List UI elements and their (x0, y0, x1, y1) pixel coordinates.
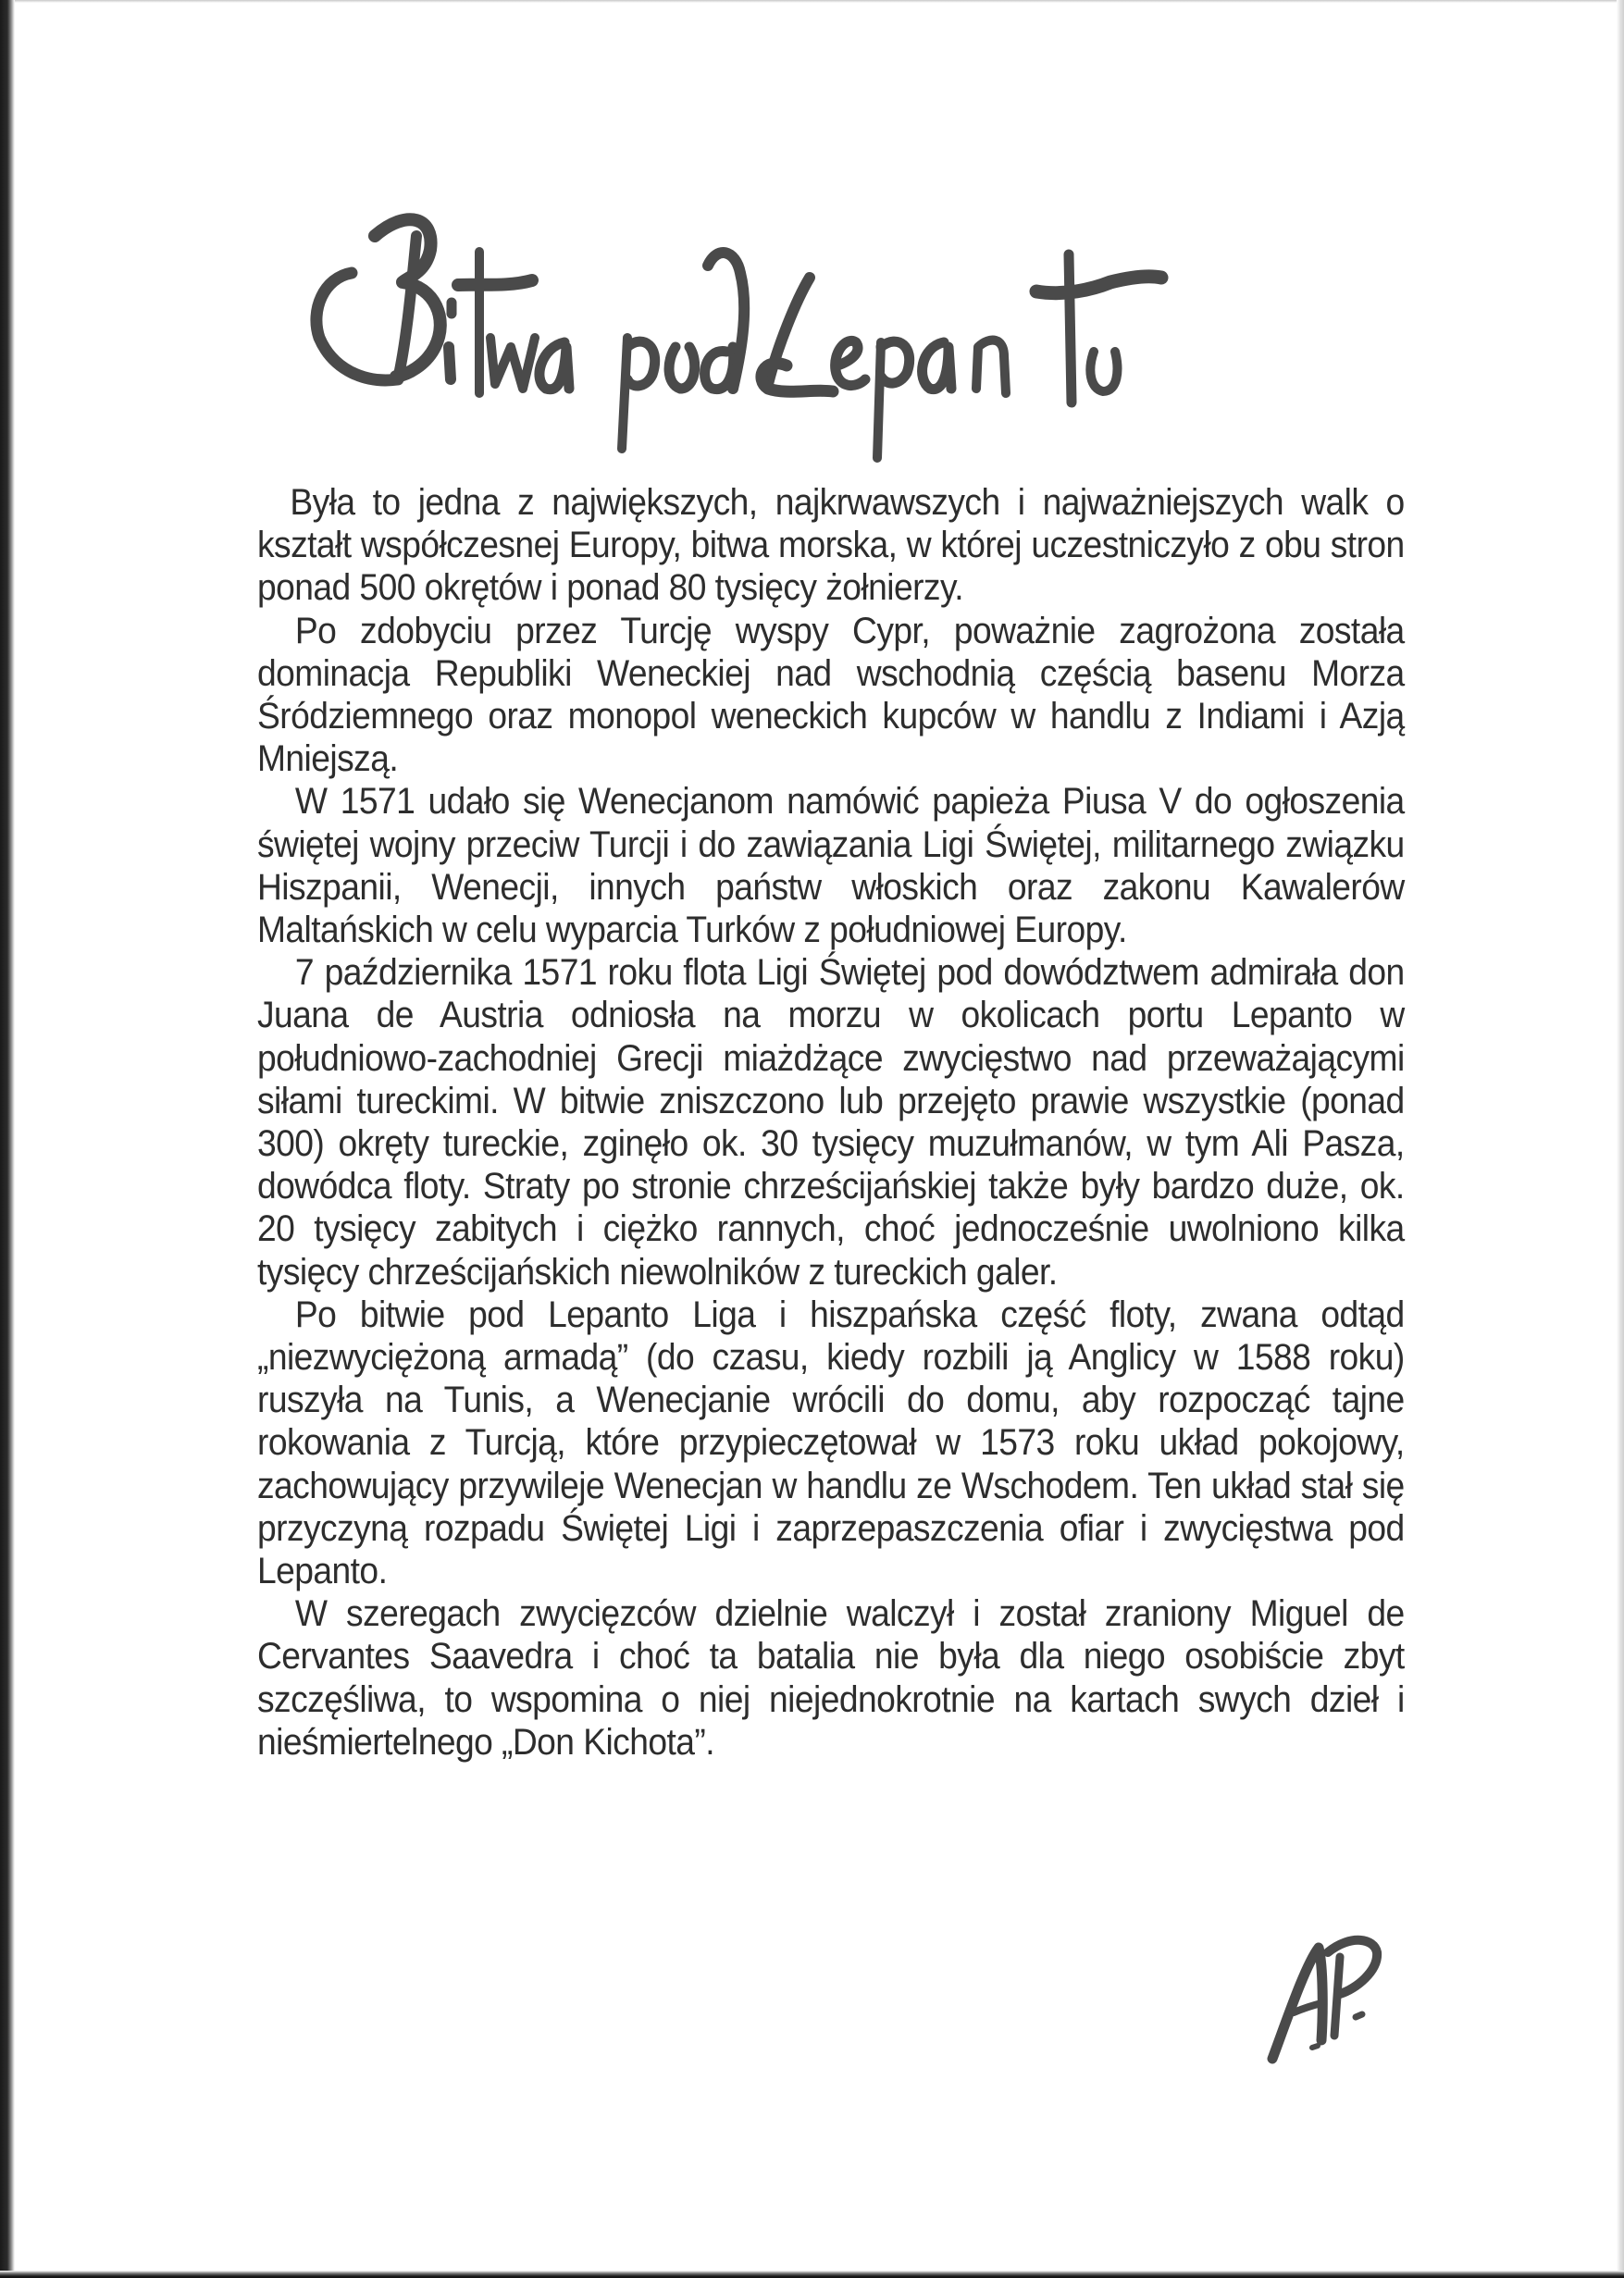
scan-edge-left (0, 0, 15, 2278)
title-letter-l (762, 278, 833, 391)
title-letter-a (539, 342, 569, 390)
title-letter-t2 (1036, 254, 1161, 402)
title-letter-b (316, 219, 440, 380)
title-letter-i (449, 303, 452, 379)
scan-edge-bottom (0, 2271, 1624, 2278)
paragraph-holy-league: W 1571 udało się Wenecjanom namówić papieża Piusa V do ogłoszenia świętej wojny przeciw Turcji i do zawiązania Ligi Świętej, militarnego związku Hiszpanii, Wenecji, innych państw włoskich oraz zakonu Kawalerów Maltańskich w celu wyparcia Turków z południowej Europy. (257, 781, 1405, 951)
title-calligraphy (296, 199, 1314, 467)
title-letter-o2 (1090, 352, 1117, 391)
title-letter-a2 (923, 342, 951, 390)
paragraph-cyprus: Po zdobyciu przez Turcję wyspy Cypr, poważnie zagrożona została dominacja Republiki Weneckiej nad wschodnią częścią basenu Morza Śródziemnego oraz monopol weneckich kupców w handlu z Indiami i Azją Mniejszą. (257, 610, 1405, 780)
title-letter-d (705, 253, 745, 390)
signature-glyph (1258, 1929, 1397, 2077)
title-letter-o (669, 347, 695, 389)
scan-edge-top (0, 0, 1624, 3)
paragraph-battle: 7 października 1571 roku flota Ligi Świętej pod dowództwem admirała don Juana de Austria odniosła na morzu w okolicach portu Lepanto w południowo-zachodniej Grecji miażdżące zwycięstwo nad przeważającymi siłami tureckimi. W bitwie zniszczono lub przejęto prawie wszystkie (ponad 300) okręty tureckie, zginęło ok. 30 tysięcy muzułmanów, w tym Ali Pasza, dowódca floty. Straty po stronie chrześcijańskiej także były bardzo duże, ok. 20 tysięcy zabitych i ciężko rannych, choć jednocześnie uwolniono kilka tysięcy chrześcijańskich niewolników z tureckich galer. (257, 952, 1405, 1293)
title-letter-p2 (877, 341, 910, 458)
article-body (257, 481, 1405, 1764)
author-signature (1258, 1929, 1397, 2077)
handwritten-title (296, 199, 1314, 467)
paragraph-intro: Była to jedna z największych, najkrwawszych i najważniejszych walk o kształt współczesnej Europy, bitwa morska, w której uczestniczyło z obu stron ponad 500 okrętów i ponad 80 tysięcy żołnierzy. (257, 482, 1405, 609)
title-letter-w (490, 338, 535, 389)
paragraph-cervantes: W szeregach zwycięzców dzielnie walczył i został zraniony Miguel de Cervantes Saavedra i choć ta batalia nie była dla niego osobiście zbyt szczęśliwa, to wspomina o niej niejednokrotnie na kartach swych dzieł i nieśmiertelnego „Don Kichota”. (257, 1593, 1405, 1763)
paragraph-aftermath: Po bitwie pod Lepanto Liga i hiszpańska część floty, zwana odtąd „niezwyciężoną armadą” (do czasu, kiedy rozbili ją Anglicy w 1588 roku) ruszyła na Tunis, a Wenecjanie wrócili do domu, aby rozpocząć tajne rokowania z Turcją, które przypieczętował w 1573 roku układ pokojowy, zachowujący przywileje Wenecjan w handlu ze Wschodem. Ten układ stał się przyczyną rozpadu Świętej Ligi i zaprzepaszczenia ofiar i zwycięstwa pod Lepanto. (257, 1294, 1405, 1592)
title-letter-n (976, 340, 1006, 393)
title-letter-p (622, 338, 655, 449)
title-letter-e (836, 340, 865, 385)
scan-edge-right (1617, 0, 1624, 2278)
